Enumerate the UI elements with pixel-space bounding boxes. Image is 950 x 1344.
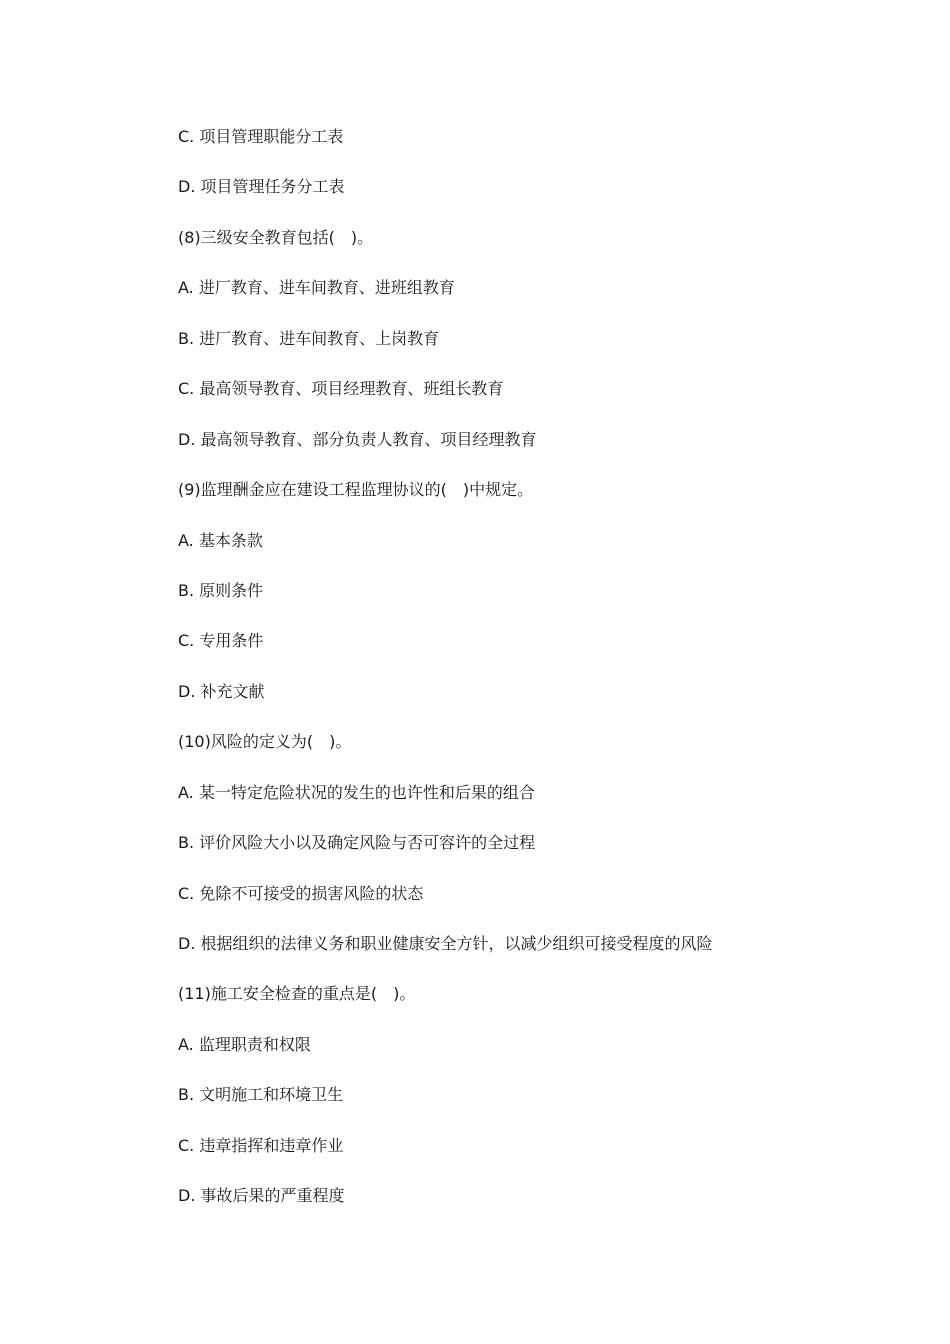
option-line: A. 某一特定危险状况的发生的也许性和后果的组合 — [178, 782, 535, 802]
option-line: C. 免除不可接受的损害风险的状态 — [178, 883, 424, 903]
option-line: D. 事故后果的严重程度 — [178, 1186, 345, 1206]
question-text — [178, 126, 878, 1236]
option-line: D. 补充文献 — [178, 681, 265, 701]
option-line: C. 违章指挥和违章作业 — [178, 1135, 344, 1155]
option-line: A. 监理职责和权限 — [178, 1034, 311, 1054]
option-line: B. 进厂教育、进车间教育、上岗教育 — [178, 328, 440, 348]
option-line: B. 原则条件 — [178, 580, 264, 600]
option-line: C. 最高领导教育、项目经理教育、班组长教育 — [178, 379, 504, 399]
question-line: (10)风险的定义为( )。 — [178, 732, 352, 752]
option-line: C. 专用条件 — [178, 631, 264, 651]
option-line: B. 评价风险大小以及确定风险与否可容许的全过程 — [178, 833, 536, 853]
question-line: (9)监理酬金应在建设工程监理协议的( )中规定。 — [178, 480, 534, 500]
option-line: A. 进厂教育、进车间教育、进班组教育 — [178, 278, 455, 298]
option-line: C. 项目管理职能分工表 — [178, 127, 344, 146]
option-line: D. 项目管理任务分工表 — [178, 177, 345, 197]
question-line: (8)三级安全教育包括( )。 — [178, 227, 374, 247]
option-line: D. 最高领导教育、部分负责人教育、项目经理教育 — [178, 429, 537, 449]
option-line: D. 根据组织的法律义务和职业健康安全方针，以减少组织可接受程度的风险 — [178, 934, 713, 953]
option-line: B. 文明施工和环境卫生 — [178, 1085, 344, 1105]
option-line: A. 基本条款 — [178, 530, 263, 550]
question-line: (11)施工安全检查的重点是( )。 — [178, 984, 416, 1004]
